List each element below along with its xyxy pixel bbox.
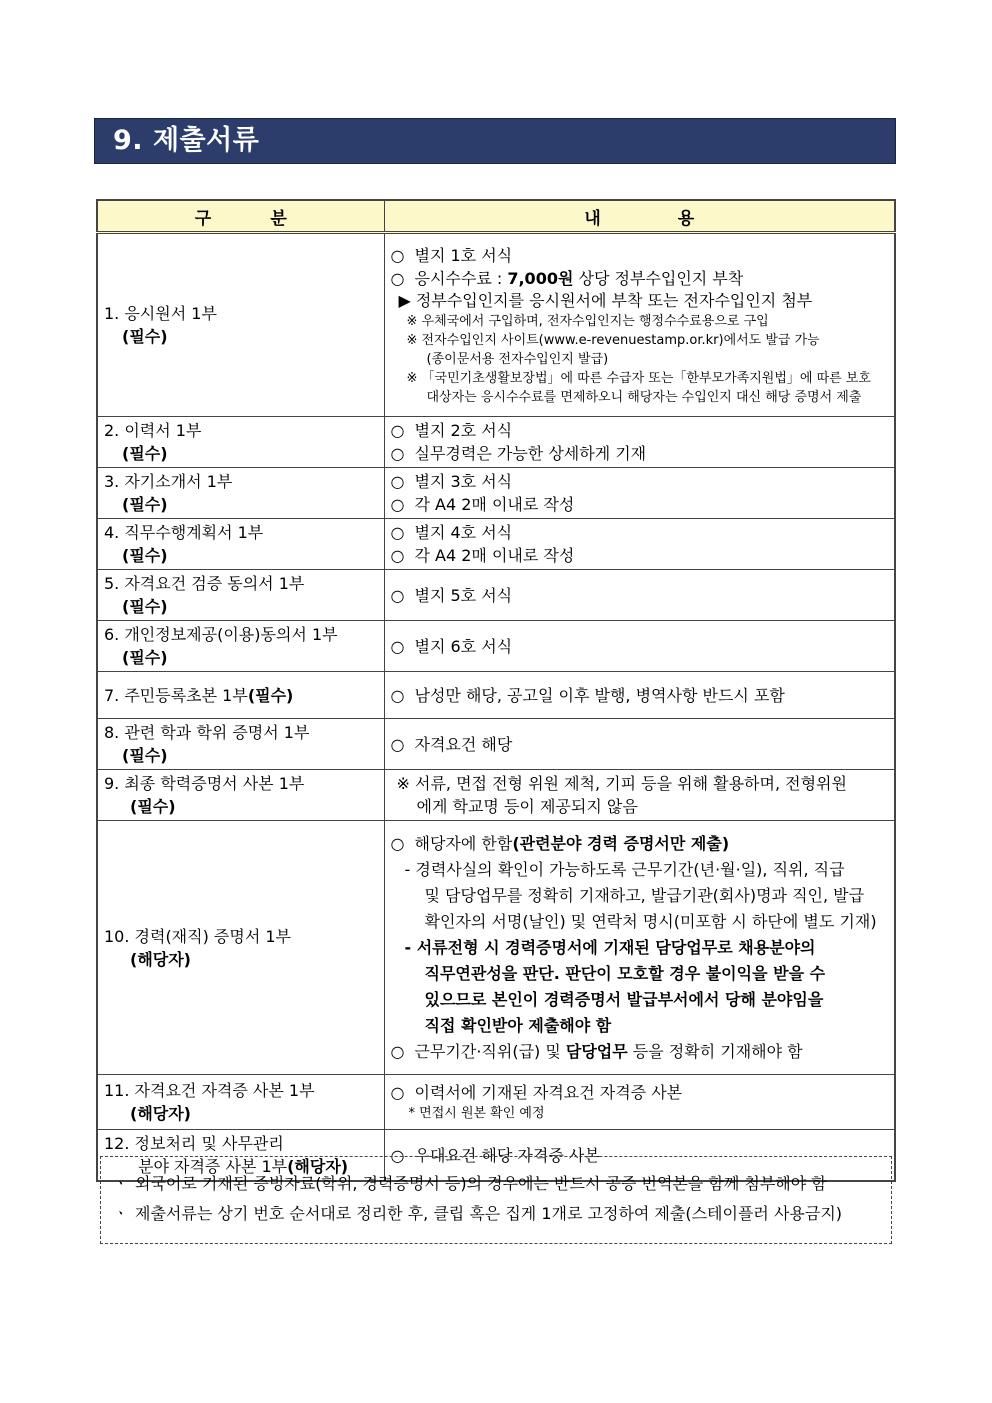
circle-bullet-icon: ○ [390, 421, 405, 440]
doc-name: 2. 이력서 1부 [104, 421, 202, 440]
detail-line: 및 담당업무를 정확히 기재하고, 발급기관(회사)명과 직인, 발급 [424, 885, 865, 905]
doc-name: 7. 주민등록초본 1부(필수) [104, 685, 294, 705]
requirement-tag: (필수) [130, 797, 176, 816]
note-line: ※ 「국민기초생활보장법」에 따른 수급자 또는「한부모가족지원법」에 따른 보호 [406, 370, 871, 386]
doc-name: 4. 직무수행계획서 1부 [104, 523, 264, 542]
detail-line: 확인자의 서명(날인) 및 연락처 명시(미포함 시 하단에 별도 기재) [424, 911, 877, 931]
content-line: ○ 각 A4 2매 이내로 작성 [390, 546, 575, 565]
row-content [384, 570, 895, 621]
circle-bullet-icon: ○ [390, 1145, 405, 1165]
notice-item: ㆍ 제출서류는 상기 번호 순서대로 정리한 후, 클립 혹은 집게 1개로 고정하여 제출(스테이플러 사용금지) [113, 1199, 891, 1229]
row-label [97, 233, 384, 417]
table-row [97, 417, 895, 468]
arrow-note: ▶ 정부수입인지를 응시원서에 부착 또는 전자수입인지 첨부 [398, 290, 813, 310]
table-row [97, 570, 895, 621]
header-category: 구 분 [97, 200, 384, 233]
table-header-row [97, 200, 895, 233]
note-line: ※ 서류, 면접 전형 위원 제척, 기피 등을 위해 활용하며, 전형위원 [396, 774, 847, 793]
note-line: ※ 전자수입인지 사이트(www.e-revenuestamp.or.kr)에서도 발급 가능 [406, 332, 820, 348]
circle-bullet-icon: ○ [390, 685, 405, 705]
row-content [384, 621, 895, 672]
table-row [97, 719, 895, 770]
requirement-tag: (필수) [122, 495, 168, 514]
circle-bullet-icon: ○ [390, 495, 405, 514]
circle-bullet-icon: ○ [390, 268, 405, 288]
requirement-tag: (필수) [122, 546, 168, 565]
content-line: ○ 이력서에 기재된 자격요건 자격증 사본 [390, 1083, 683, 1102]
row-content [384, 770, 895, 821]
detail-line: - 경력사실의 확인이 가능하도록 근무기간(년·월·일), 직위, 직급 [404, 859, 845, 879]
requirement-tag: (필수) [122, 648, 168, 667]
requirement-tag: (필수) [247, 685, 294, 705]
requirement-tag: (필수) [122, 597, 168, 616]
table-row [97, 233, 895, 417]
content-line: ○ 각 A4 2매 이내로 작성 [390, 495, 575, 514]
row-label [97, 1075, 384, 1130]
requirement-tag: (해당자) [130, 949, 191, 969]
note-line: 에게 학교명 등이 제공되지 않음 [416, 797, 638, 816]
content-line: ○ 별지 1호 서식 [390, 245, 513, 265]
row-label [97, 719, 384, 770]
requirement-tag: (필수) [122, 444, 168, 463]
requirement-tag: (해당자) [130, 1104, 191, 1123]
content-line: ○ 별지 2호 서식 [390, 421, 513, 440]
row-label [97, 621, 384, 672]
circle-bullet-icon: ○ [390, 833, 405, 853]
section-title: 9. 제출서류 [94, 118, 896, 164]
header-contents: 내 용 [384, 200, 895, 233]
bullet-icon: ㆍ [113, 1204, 129, 1223]
row-content [384, 821, 895, 1075]
content-line: ○ 별지 6호 서식 [390, 636, 513, 656]
detail-line: - 서류전형 시 경력증명서에 기재된 담당업무로 채용분야의 [404, 937, 816, 957]
circle-bullet-icon: ○ [390, 546, 405, 565]
table-row [97, 821, 895, 1075]
content-line: ○ 근무기간·직위(급) 및 담당업무 등을 정확히 기재해야 함 [391, 1039, 889, 1065]
doc-name: 5. 자격요건 검증 동의서 1부 [104, 574, 305, 593]
content-line: ○ 별지 4호 서식 [390, 523, 513, 542]
detail-line: 직접 확인받아 제출해야 함 [424, 1015, 612, 1035]
table-row [97, 770, 895, 821]
content-line: ○ 해당자에 한함(관련분야 경력 증명서만 제출) [391, 831, 889, 857]
row-content [384, 719, 895, 770]
row-label [97, 570, 384, 621]
detail-line: 직무연관성을 판단. 판단이 모호할 경우 불이익을 받을 수 [424, 963, 826, 983]
detail-line: 있으므로 본인이 경력증명서 발급부서에서 당해 분야임을 [424, 989, 824, 1009]
row-content [384, 672, 895, 719]
doc-name: 3. 자기소개서 1부 [104, 472, 233, 491]
notice-item: ㆍ 외국어로 기재된 증빙자료(학위, 경력증명서 등)의 경우에는 반드시 공증 번역본을 함께 첨부해야 함 [113, 1169, 891, 1199]
row-label [97, 468, 384, 519]
doc-name: 1. 응시원서 1부 [104, 304, 217, 323]
requirement-tag: (필수) [122, 746, 168, 765]
circle-bullet-icon: ○ [390, 472, 405, 491]
circle-bullet-icon: ○ [390, 636, 405, 656]
content-line: ○ 응시수수료 : 7,000원 상당 정부수입인지 부착 [390, 268, 744, 288]
requirement-tag: (해당자) [287, 1157, 349, 1176]
doc-name: 분야 자격증 사본 1부(해당자) [138, 1157, 349, 1176]
table-row [97, 672, 895, 719]
row-content [384, 233, 895, 417]
circle-bullet-icon: ○ [390, 523, 405, 542]
notice-box [100, 1156, 892, 1244]
row-label [97, 821, 384, 1075]
bullet-icon: ㆍ [113, 1174, 129, 1193]
circle-bullet-icon: ○ [390, 1083, 405, 1102]
note-line: * 면접시 원본 확인 예정 [408, 1106, 545, 1121]
documents-table [96, 199, 896, 1182]
content-line: ○ 우대요건 해당 자격증 사본 [390, 1145, 600, 1165]
table-row [97, 1075, 895, 1130]
row-content [384, 417, 895, 468]
row-label [97, 417, 384, 468]
content-line: ○ 실무경력은 가능한 상세하게 기재 [390, 444, 647, 463]
doc-name: 8. 관련 학과 학위 증명서 1부 [104, 723, 310, 742]
content-line: ○ 별지 3호 서식 [390, 472, 513, 491]
doc-name: 11. 자격요건 자격증 사본 1부 [104, 1081, 315, 1100]
doc-name: 10. 경력(재직) 증명서 1부 [104, 926, 292, 946]
circle-bullet-icon: ○ [390, 444, 405, 463]
row-content [384, 468, 895, 519]
content-line: ○ 남성만 해당, 공고일 이후 발행, 병역사항 반드시 포함 [390, 685, 785, 705]
note-line: 대상자는 응시수수료를 면제하오니 해당자는 수입인지 대신 해당 증명서 제출 [426, 389, 862, 405]
note-line: ※ 우체국에서 구입하며, 전자수입인지는 행정수수료용으로 구입 [406, 313, 769, 329]
doc-name: 12. 정보처리 및 사무관리 [104, 1134, 284, 1153]
row-label [97, 770, 384, 821]
circle-bullet-icon: ○ [390, 585, 405, 605]
circle-bullet-icon: ○ [390, 734, 405, 754]
circle-bullet-icon: ○ [390, 1041, 405, 1061]
table-row [97, 468, 895, 519]
doc-name: 6. 개인정보제공(이용)동의서 1부 [104, 625, 338, 644]
circle-bullet-icon: ○ [390, 245, 405, 265]
doc-name: 9. 최종 학력증명서 사본 1부 [104, 774, 305, 793]
table-row [97, 519, 895, 570]
row-content [384, 1075, 895, 1130]
row-content [384, 519, 895, 570]
table-row [97, 621, 895, 672]
requirement-tag: (필수) [122, 327, 168, 346]
content-line: ○ 자격요건 해당 [390, 734, 513, 754]
row-label [97, 672, 384, 719]
note-line: (종이문서용 전자수입인지 발급) [426, 351, 609, 367]
content-line: ○ 별지 5호 서식 [390, 585, 513, 605]
row-label [97, 519, 384, 570]
